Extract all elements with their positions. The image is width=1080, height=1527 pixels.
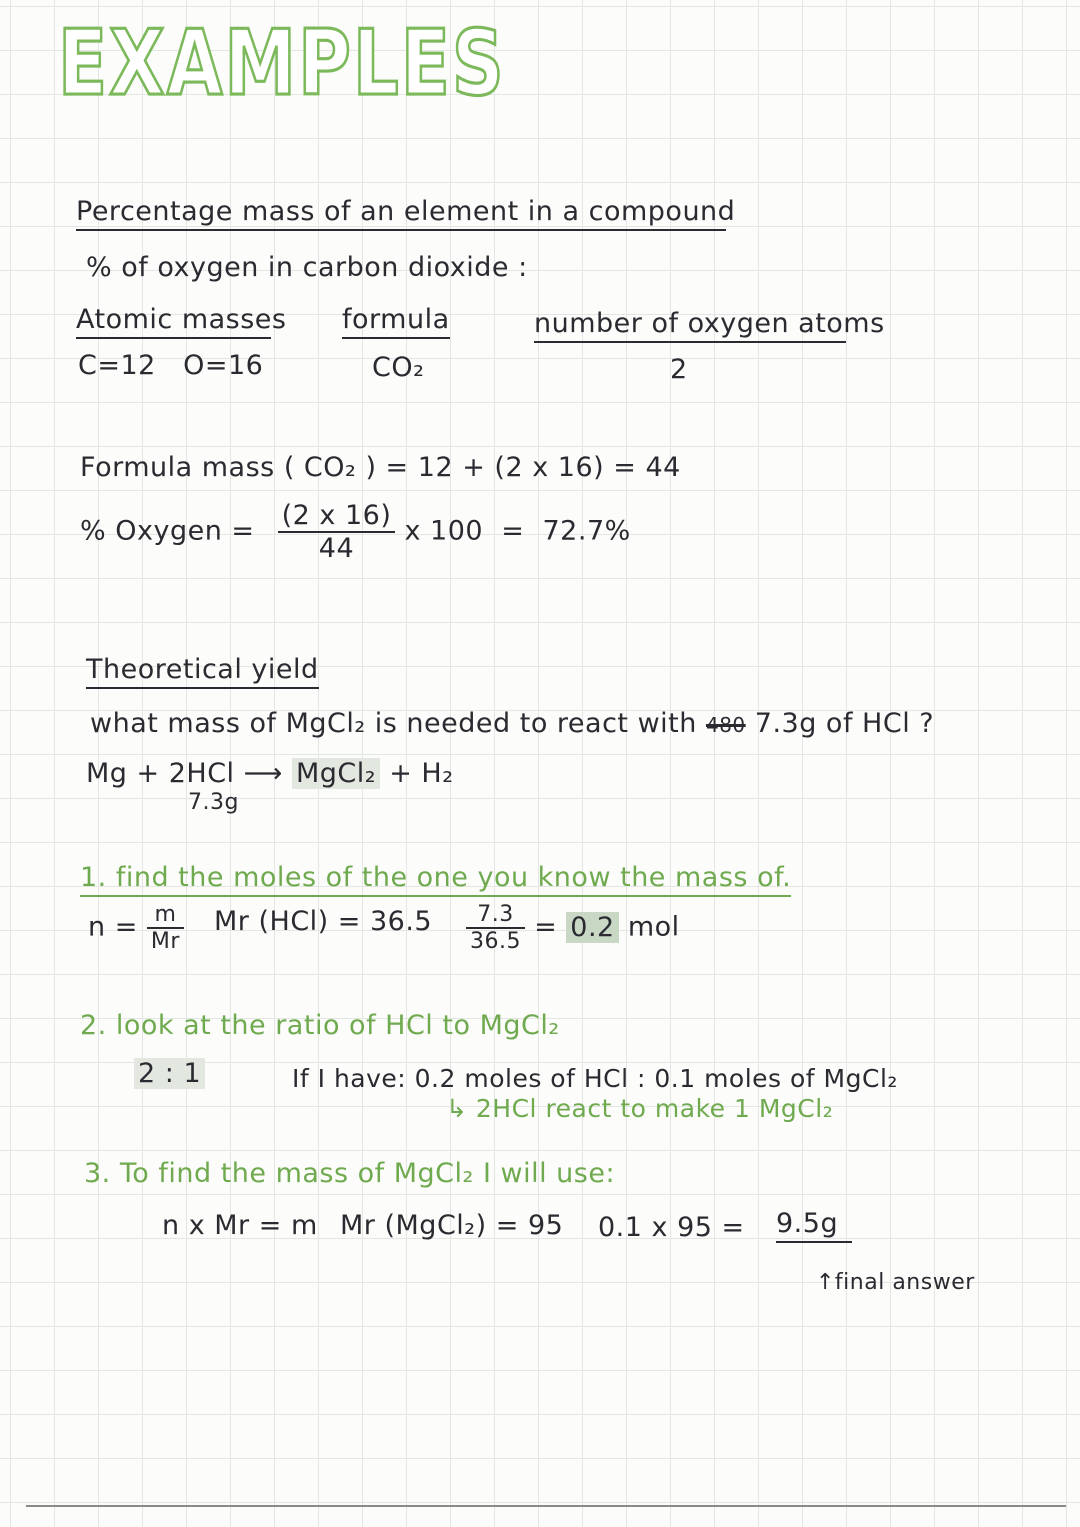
- oxygen-label: % Oxygen =: [80, 515, 255, 547]
- oxygen-result: x 100 = 72.7%: [404, 515, 631, 547]
- equation-product: MgCl₂: [292, 758, 380, 789]
- oxygen-percentage-line: [80, 500, 631, 564]
- hcl-mass: 7.3g: [188, 790, 239, 815]
- page-bottom-rule: [26, 1505, 1066, 1507]
- formula-value: CO₂: [372, 352, 425, 383]
- mass-symbol: m: [147, 902, 184, 929]
- section-heading-percentage: Percentage mass of an element in a compound: [76, 196, 726, 231]
- oxygen-fraction: [278, 500, 396, 564]
- moles-fraction: [147, 902, 184, 954]
- equation-reactants: Mg + 2HCl: [86, 758, 235, 789]
- final-answer: 9.5g: [776, 1208, 852, 1243]
- fraction-denominator: 44: [318, 533, 355, 564]
- page-title: EXAMPLES: [58, 10, 506, 115]
- arrow-icon: ⟶: [243, 758, 283, 789]
- calc-equals: =: [534, 911, 558, 943]
- n-equals: n =: [88, 911, 138, 943]
- final-answer-label: ↑final answer: [816, 1270, 975, 1295]
- question-end: 7.3g of HCl ?: [754, 708, 935, 739]
- mr-hcl: Mr (HCl) = 36.5: [214, 906, 433, 937]
- step-2: 2. look at the ratio of HCl to MgCl₂: [80, 1010, 560, 1041]
- step-1: 1. find the moles of the one you know the mass of.: [80, 862, 791, 897]
- mr-symbol: Mr: [150, 929, 180, 954]
- percentage-question: % of oxygen in carbon dioxide :: [86, 252, 528, 283]
- yield-question: [90, 708, 934, 739]
- mass-formula: n x Mr = m: [162, 1210, 318, 1241]
- atomic-masses-value: C=12 O=16: [78, 350, 264, 381]
- formula-mass-line: Formula mass ( CO₂ ) = 12 + (2 x 16) = 44: [80, 452, 681, 483]
- formula-header: formula: [342, 304, 450, 339]
- fraction-numerator: (2 x 16): [278, 500, 396, 533]
- struck-value: 480: [705, 713, 746, 737]
- calc-numerator: 7.3: [466, 902, 525, 929]
- moles-formula: [88, 902, 184, 954]
- ratio-sub: ↳ 2HCl react to make 1 MgCl₂: [446, 1094, 834, 1123]
- equation-byproduct: + H₂: [389, 758, 454, 789]
- section-heading-yield: Theoretical yield: [86, 654, 319, 689]
- reaction-equation: [86, 758, 454, 789]
- moles-result: 0.2: [566, 912, 618, 943]
- calc-fraction: [466, 902, 525, 954]
- oxygen-atoms-value: 2: [670, 354, 688, 385]
- final-calc: 0.1 x 95 =: [598, 1212, 745, 1243]
- calc-denominator: 36.5: [470, 929, 521, 954]
- mr-mgcl2: Mr (MgCl₂) = 95: [340, 1210, 564, 1241]
- oxygen-atoms-header: number of oxygen atoms: [534, 308, 846, 343]
- moles-calc: [466, 902, 680, 954]
- ratio: 2 : 1: [134, 1058, 205, 1089]
- question-text: what mass of MgCl₂ is needed to react with: [90, 708, 697, 739]
- moles-unit: mol: [627, 911, 680, 943]
- ratio-note: If I have: 0.2 moles of HCl : 0.1 moles of MgCl₂: [292, 1064, 898, 1093]
- atomic-masses-header: Atomic masses: [76, 304, 271, 339]
- step-3: 3. To find the mass of MgCl₂ I will use:: [84, 1158, 616, 1189]
